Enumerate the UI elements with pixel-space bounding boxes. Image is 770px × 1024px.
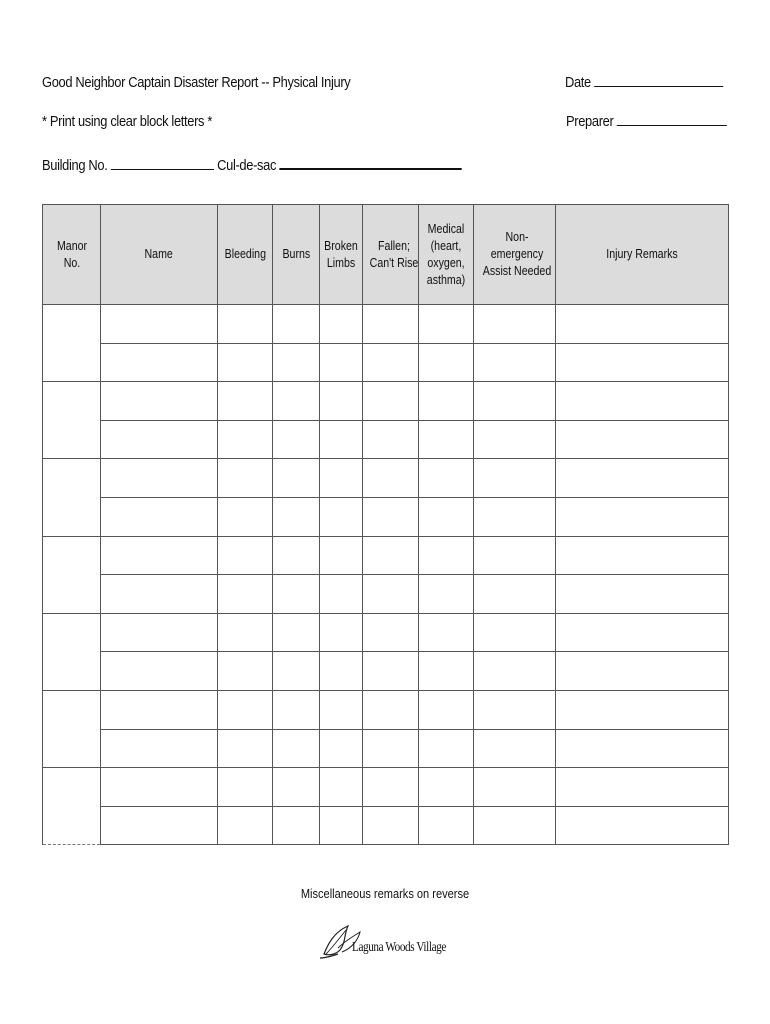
name-cell[interactable]	[101, 305, 218, 344]
fallen-cell[interactable]	[363, 420, 419, 459]
laguna-woods-logo	[318, 918, 458, 966]
fallen-cell[interactable]	[363, 729, 419, 768]
burns-cell[interactable]	[273, 305, 320, 344]
medical-cell[interactable]	[419, 652, 474, 691]
non-emergency-cell[interactable]	[474, 497, 556, 536]
broken-limbs-cell[interactable]	[320, 806, 363, 845]
bleeding-cell[interactable]	[218, 536, 273, 575]
bleeding-cell[interactable]	[218, 613, 273, 652]
bleeding-cell[interactable]	[218, 305, 273, 344]
fallen-cell[interactable]	[363, 382, 419, 421]
broken-limbs-cell[interactable]	[320, 382, 363, 421]
medical-cell[interactable]	[419, 806, 474, 845]
table-row	[43, 459, 729, 498]
manor-no-cell[interactable]	[43, 768, 101, 845]
broken-limbs-cell[interactable]	[320, 305, 363, 344]
injury-remarks-cell[interactable]	[556, 343, 729, 382]
burns-cell[interactable]	[273, 690, 320, 729]
preparer-field[interactable]	[566, 113, 727, 130]
medical-cell[interactable]	[419, 459, 474, 498]
non-emergency-cell[interactable]	[474, 459, 556, 498]
date-field[interactable]	[565, 74, 723, 91]
bleeding-cell[interactable]	[218, 343, 273, 382]
col-header-burns: Burns	[273, 205, 320, 305]
fallen-cell[interactable]	[363, 497, 419, 536]
non-emergency-cell[interactable]	[474, 305, 556, 344]
instruction-text: * Print using clear block letters *	[42, 113, 213, 130]
name-cell[interactable]	[101, 652, 218, 691]
name-cell[interactable]	[101, 497, 218, 536]
col-header-broken-limbs: Broken Limbs	[320, 205, 363, 305]
burns-cell[interactable]	[273, 382, 320, 421]
name-cell[interactable]	[101, 729, 218, 768]
injury-remarks-cell[interactable]	[556, 613, 729, 652]
table-row	[43, 305, 729, 344]
name-cell[interactable]	[101, 613, 218, 652]
medical-cell[interactable]	[419, 382, 474, 421]
bleeding-cell[interactable]	[218, 420, 273, 459]
medical-cell[interactable]	[419, 343, 474, 382]
building-culdesac-row	[42, 157, 462, 174]
col-header-injury-remarks: Injury Remarks	[556, 205, 729, 305]
medical-cell[interactable]	[419, 613, 474, 652]
non-emergency-cell[interactable]	[474, 690, 556, 729]
broken-limbs-cell[interactable]	[320, 343, 363, 382]
burns-cell[interactable]	[273, 497, 320, 536]
non-emergency-cell[interactable]	[474, 382, 556, 421]
table-row	[43, 652, 729, 691]
bleeding-cell[interactable]	[218, 459, 273, 498]
burns-cell[interactable]	[273, 459, 320, 498]
date-label: Date	[565, 74, 591, 91]
injury-remarks-cell[interactable]	[556, 497, 729, 536]
non-emergency-cell[interactable]	[474, 420, 556, 459]
col-header-name: Name	[101, 205, 218, 305]
culdesac-label: Cul-de-sac	[217, 157, 277, 174]
non-emergency-cell[interactable]	[474, 768, 556, 807]
broken-limbs-cell[interactable]	[320, 575, 363, 614]
burns-cell[interactable]	[273, 652, 320, 691]
injury-remarks-cell[interactable]	[556, 459, 729, 498]
bleeding-cell[interactable]	[218, 729, 273, 768]
medical-cell[interactable]	[419, 690, 474, 729]
bleeding-cell[interactable]	[218, 806, 273, 845]
broken-limbs-cell[interactable]	[320, 652, 363, 691]
non-emergency-cell[interactable]	[474, 652, 556, 691]
burns-cell[interactable]	[273, 768, 320, 807]
fallen-cell[interactable]	[363, 690, 419, 729]
non-emergency-cell[interactable]	[474, 613, 556, 652]
bleeding-cell[interactable]	[218, 690, 273, 729]
manor-no-cell[interactable]	[43, 536, 101, 613]
building-label: Building No.	[42, 157, 108, 174]
non-emergency-cell[interactable]	[474, 343, 556, 382]
burns-cell[interactable]	[273, 575, 320, 614]
injury-remarks-cell[interactable]	[556, 536, 729, 575]
bleeding-cell[interactable]	[218, 768, 273, 807]
form-title: Good Neighbor Captain Disaster Report -- Physical Injury	[42, 74, 351, 91]
burns-cell[interactable]	[273, 343, 320, 382]
bleeding-cell[interactable]	[218, 575, 273, 614]
name-cell[interactable]	[101, 382, 218, 421]
injury-remarks-cell[interactable]	[556, 305, 729, 344]
name-cell[interactable]	[101, 536, 218, 575]
table-row	[43, 575, 729, 614]
table-row	[43, 497, 729, 536]
non-emergency-cell[interactable]	[474, 806, 556, 845]
fallen-cell[interactable]	[363, 768, 419, 807]
col-header-non-emergency: Non-emergency Assist Needed	[474, 205, 556, 305]
broken-limbs-cell[interactable]	[320, 536, 363, 575]
injury-remarks-cell[interactable]	[556, 690, 729, 729]
manor-no-cell[interactable]	[43, 690, 101, 767]
bleeding-cell[interactable]	[218, 382, 273, 421]
table-row	[43, 343, 729, 382]
name-cell[interactable]	[101, 343, 218, 382]
preparer-label: Preparer	[566, 113, 614, 130]
burns-cell[interactable]	[273, 806, 320, 845]
table-body	[43, 305, 729, 845]
burns-cell[interactable]	[273, 613, 320, 652]
broken-limbs-cell[interactable]	[320, 613, 363, 652]
broken-limbs-cell[interactable]	[320, 690, 363, 729]
burns-cell[interactable]	[273, 420, 320, 459]
broken-limbs-cell[interactable]	[320, 729, 363, 768]
table-row	[43, 420, 729, 459]
medical-cell[interactable]	[419, 768, 474, 807]
fallen-cell[interactable]	[363, 343, 419, 382]
injury-remarks-cell[interactable]	[556, 382, 729, 421]
name-cell[interactable]	[101, 806, 218, 845]
medical-cell[interactable]	[419, 420, 474, 459]
table-row	[43, 768, 729, 807]
name-cell[interactable]	[101, 768, 218, 807]
name-cell[interactable]	[101, 575, 218, 614]
non-emergency-cell[interactable]	[474, 729, 556, 768]
medical-cell[interactable]	[419, 536, 474, 575]
injury-remarks-cell[interactable]	[556, 729, 729, 768]
injury-remarks-cell[interactable]	[556, 768, 729, 807]
preparer-blank[interactable]	[617, 125, 727, 126]
table-row	[43, 536, 729, 575]
broken-limbs-cell[interactable]	[320, 768, 363, 807]
table-row	[43, 613, 729, 652]
table-row	[43, 806, 729, 845]
building-blank[interactable]	[111, 169, 214, 170]
logo-text: Laguna Woods Village	[352, 940, 446, 955]
medical-cell[interactable]	[419, 305, 474, 344]
injury-remarks-cell[interactable]	[556, 420, 729, 459]
culdesac-blank[interactable]	[279, 168, 461, 170]
col-header-bleeding: Bleeding	[218, 205, 273, 305]
manor-no-cell[interactable]	[43, 382, 101, 459]
manor-no-cell[interactable]	[43, 305, 101, 382]
table-row	[43, 690, 729, 729]
bleeding-cell[interactable]	[218, 497, 273, 536]
broken-limbs-cell[interactable]	[320, 459, 363, 498]
table-row	[43, 729, 729, 768]
bleeding-cell[interactable]	[218, 652, 273, 691]
col-header-fallen: Fallen; Can't Rise	[363, 205, 419, 305]
broken-limbs-cell[interactable]	[320, 497, 363, 536]
name-cell[interactable]	[101, 459, 218, 498]
fallen-cell[interactable]	[363, 459, 419, 498]
broken-limbs-cell[interactable]	[320, 420, 363, 459]
medical-cell[interactable]	[419, 729, 474, 768]
fallen-cell[interactable]	[363, 536, 419, 575]
fallen-cell[interactable]	[363, 305, 419, 344]
fallen-cell[interactable]	[363, 613, 419, 652]
medical-cell[interactable]	[419, 497, 474, 536]
injury-remarks-cell[interactable]	[556, 575, 729, 614]
name-cell[interactable]	[101, 420, 218, 459]
burns-cell[interactable]	[273, 536, 320, 575]
burns-cell[interactable]	[273, 729, 320, 768]
table-row	[43, 382, 729, 421]
misc-remarks-note: Miscellaneous remarks on reverse	[300, 886, 470, 901]
col-header-medical: Medical (heart, oxygen, asthma)	[419, 205, 474, 305]
medical-cell[interactable]	[419, 575, 474, 614]
fallen-cell[interactable]	[363, 652, 419, 691]
table-header-row	[43, 205, 729, 305]
non-emergency-cell[interactable]	[474, 575, 556, 614]
non-emergency-cell[interactable]	[474, 536, 556, 575]
manor-no-cell[interactable]	[43, 459, 101, 536]
col-header-manor: Manor No.	[43, 205, 101, 305]
injury-table	[42, 204, 729, 845]
fallen-cell[interactable]	[363, 806, 419, 845]
name-cell[interactable]	[101, 690, 218, 729]
manor-no-cell[interactable]	[43, 613, 101, 690]
injury-remarks-cell[interactable]	[556, 652, 729, 691]
date-blank[interactable]	[594, 86, 723, 87]
injury-remarks-cell[interactable]	[556, 806, 729, 845]
fallen-cell[interactable]	[363, 575, 419, 614]
